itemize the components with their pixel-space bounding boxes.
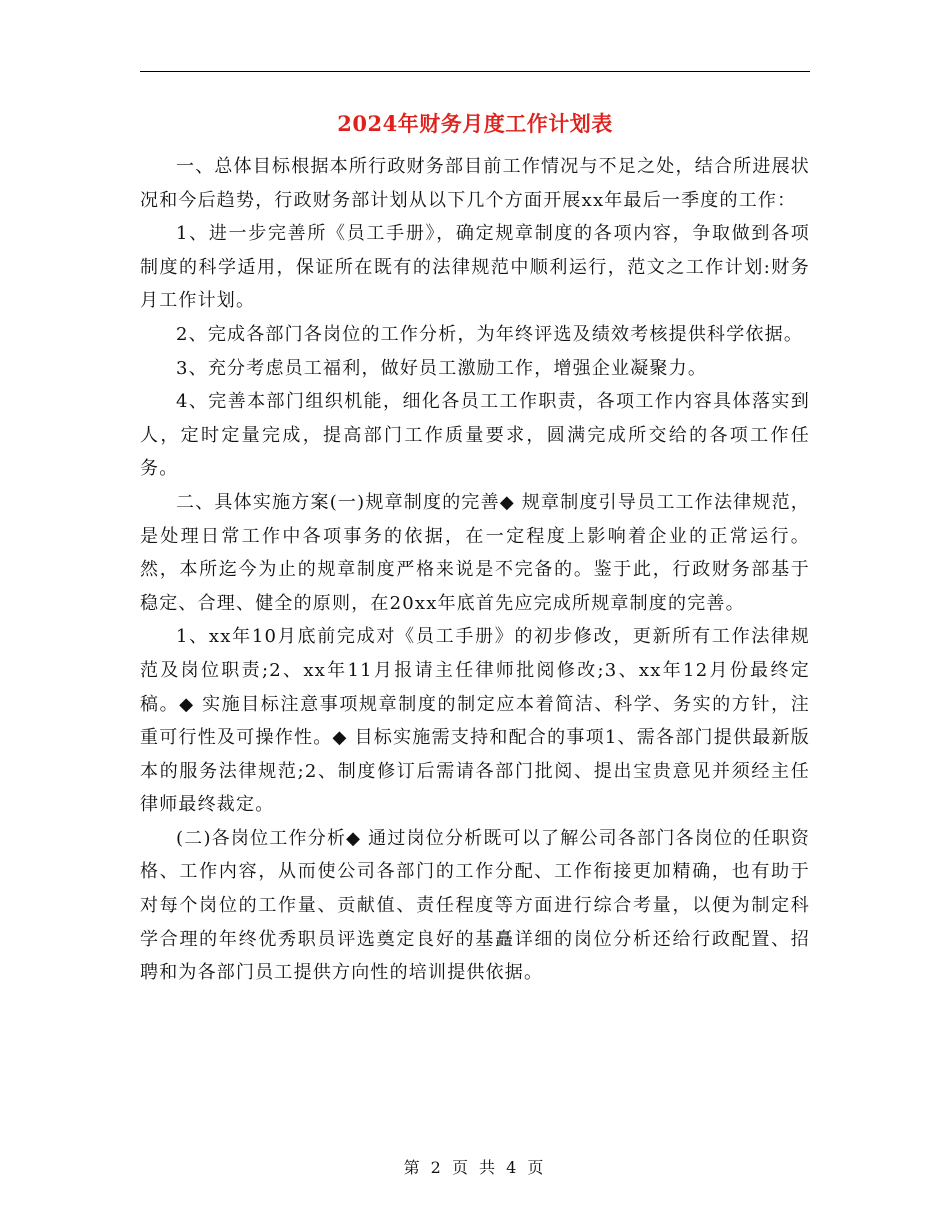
paragraph-item-1: 1、进一步完善所《员工手册》，确定规章制度的各项内容，争取做到各项制度的科学适用，保证所在既有的法律规范中顺利运行，范文之工作计划:财务月工作计划。 <box>140 223 810 312</box>
document-title: 2024年财务月度工作计划表 <box>337 111 613 136</box>
document-body <box>140 150 810 990</box>
paragraph-item-2: 2、完成各部门各岗位的工作分析，为年终评选及绩效考核提供科学依据。 <box>176 323 804 345</box>
paragraph-item-4: 4、完善本部门组织机能，细化各员工工作职责，各项工作内容具体落实到人，定时定量完成，提高部门工作质量要求，圆满完成所交给的各项工作任务。 <box>140 391 810 480</box>
paragraph-implementation-plan: 二、具体实施方案(一)规章制度的完善◆ 规章制度引导员工工作法律规范，是处理日常工作中各项事务的依据，在一定程度上影响着企业的正常运行。然，本所迄今为止的规章制度严格来说是不完备的。鉴于此，行政财务部基于稳定、合理、健全的原则，在20xx年底首先应完成所规章制度的完善。 <box>140 491 810 614</box>
paragraph-overall-goal: 一、总体目标根据本所行政财务部目前工作情况与不足之处，结合所进展状况和今后趋势，行政财务部计划从以下几个方面开展xx年最后一季度的工作： <box>140 156 810 211</box>
paragraph-job-analysis: (二)各岗位工作分析◆ 通过岗位分析既可以了解公司各部门各岗位的任职资格、工作内容，从而使公司各部门的工作分配、工作衔接更加精确，也有助于对每个岗位的工作量、贡献值、责任程度等方面进行综合考量，以便为制定科学合理的年终优秀职员评选奠定良好的基矗详细的岗位分析还给行政配置、招聘和为各部门员工提供方向性的培训提供依据。 <box>140 827 810 984</box>
paragraph-item-3: 3、充分考虑员工福利，做好员工激励工作，增强企业凝聚力。 <box>176 357 708 379</box>
header-rule <box>140 71 810 72</box>
paragraph-schedule: 1、xx年10月底前完成对《员工手册》的初步修改，更新所有工作法律规范及岗位职责;2、xx年11月报请主任律师批阅修改;3、xx年12月份最终定稿。◆ 实施目标注意事项规章制度的制定应本着简洁、科学、务实的方针，注重可行性及可操作性。◆ 目标实施需支持和配合的事项1、需各部门提供最新版本的服务法律规范;2、制度修订后需请各部门批阅、提出宝贵意见并须经主任律师最终裁定。 <box>140 626 810 816</box>
page-number: 第 2 页 共 4 页 <box>403 1158 547 1177</box>
